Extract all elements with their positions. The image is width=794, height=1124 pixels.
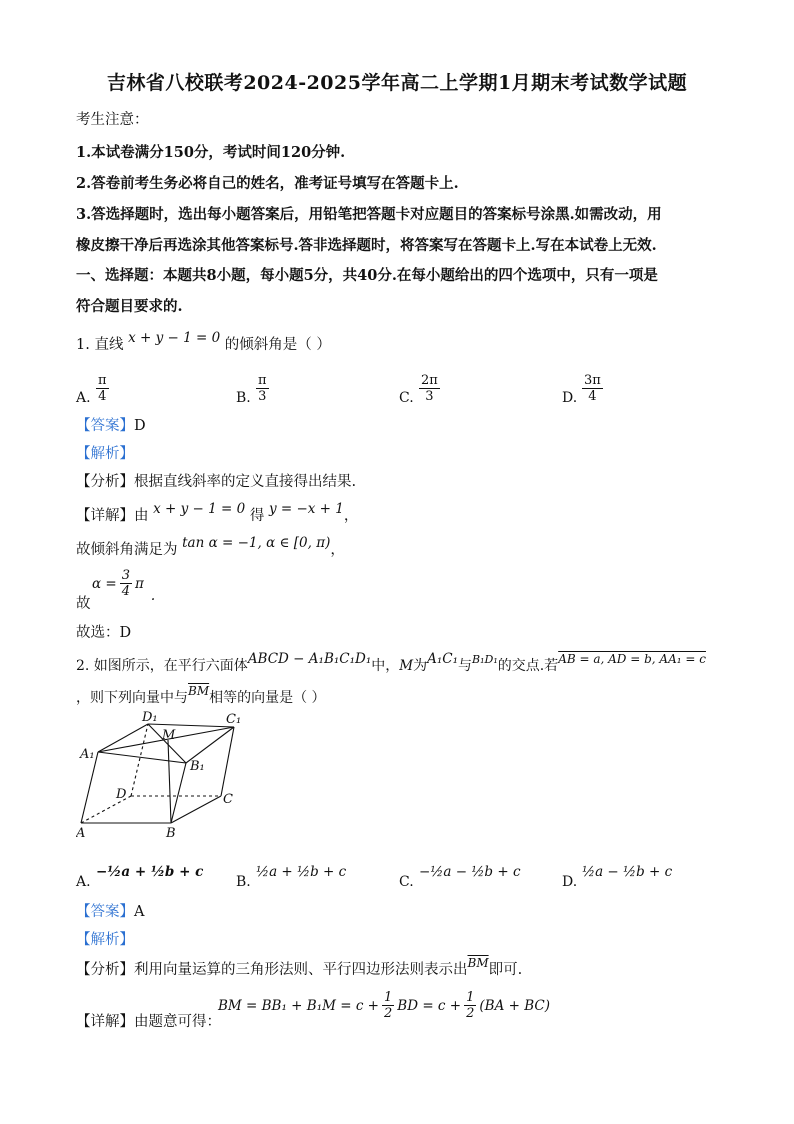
q1-answer [76, 414, 146, 435]
q2-fenxi-tag: 【分析】 [76, 962, 134, 978]
q2-vector-definitions: AB = a, AD = b, AA₁ = c [558, 652, 706, 666]
q1-option-a-fraction [96, 373, 109, 404]
notice-item-2: 2.答卷前考生务必将自己的姓名，准考证号填写在答题卡上. [76, 175, 459, 192]
q2-detail-frac-1: $\frac{1}{2}$ [384, 990, 393, 1021]
q2-option-c-expr: −½a − ½b + c [419, 864, 521, 880]
label-m: M [162, 728, 176, 743]
q1-equation: x + y − 1 = 0 [128, 330, 221, 346]
q2-a1c1: A₁C₁ [427, 651, 458, 667]
q1-option-b-num: π [258, 373, 267, 388]
label-c: C [223, 792, 233, 807]
notice-item-3a: 3.答选择题时，选出每小题答案后，用铅笔把答题卡对应题目的答案标号涂黑.如需改动，用 [76, 206, 662, 223]
q1-option-c[interactable] [399, 362, 549, 406]
edge-a-a1 [81, 752, 98, 823]
q2-stem-line2 [76, 684, 326, 707]
label-a1: A₁ [80, 747, 95, 762]
q2-option-c-label: C. [399, 874, 414, 890]
q2-stem-p7: 相等的向量是（ ） [209, 690, 326, 706]
notice-heading: 考生注意： [76, 112, 149, 128]
q1-option-d-fraction [582, 373, 603, 404]
edge-c-c1 [221, 727, 234, 796]
q1-option-c-den: 3 [425, 389, 434, 404]
edge-d-d1 [131, 724, 148, 796]
section-heading-line1: 一、选择题：本题共8小题，每小题5分，共40分.在每小题给出的四个选项中，只有一项是 [76, 267, 658, 284]
q1-fenxi [76, 470, 356, 491]
q1-conclusion [92, 568, 156, 604]
q1-suffix: 的倾斜角是（ ） [224, 337, 331, 353]
notice-item-3b: 橡皮擦干净后再选涂其他答案标号.答非选择题时，将答案写在答题卡上.写在本试卷上无效. [76, 237, 657, 254]
q1-incline-end: ， [330, 542, 345, 558]
q2-option-b-label: B. [236, 874, 251, 890]
label-a: A [76, 826, 86, 841]
q1-detail-text-a: 由 [134, 508, 149, 524]
q2-fenxi-end: 即可. [488, 962, 523, 978]
q2-detail-text: 由题意可得： [134, 1014, 221, 1030]
q2-detail-frac-2: $\frac{1}{2}$ [466, 990, 475, 1021]
q1-option-c-fraction [419, 373, 440, 404]
q1-answer-tag: 【答案】 [76, 418, 134, 434]
q2-answer [76, 900, 144, 921]
q1-conclusion-num: 3 [121, 568, 131, 583]
q1-conclusion-end: . [150, 587, 156, 604]
q2-stem-p4: 与 [458, 658, 472, 674]
q2-detail-eq-a: BM = BB₁ + B₁M = c + [218, 997, 379, 1014]
q2-option-c[interactable] [399, 852, 549, 890]
q2-fenxi [76, 958, 522, 979]
q2-option-d-label: D. [562, 874, 578, 890]
q1-fenxi-tag: 【分析】 [76, 474, 134, 490]
q1-detail-text-c: ， [343, 508, 359, 524]
q2-bm-vector: $\overline{BM}$ [188, 684, 210, 698]
q2-b1d1: B₁D₁ [472, 653, 498, 666]
q2-fenxi-vector: BM [467, 956, 489, 970]
q2-fenxi-text: 利用向量运算的三角形法则、平行四边形法则表示出 [134, 962, 468, 978]
q1-conclusion-fraction [120, 568, 132, 599]
q2-stem-p6: ，则下列向量中与 [76, 690, 188, 706]
q1-option-a[interactable] [76, 362, 226, 406]
q1-option-b-den: 3 [258, 389, 267, 404]
q2-detail-eq-b: BD = c + [397, 997, 462, 1014]
q2-stem-p3: 为 [413, 658, 428, 674]
q1-answer-value: D [134, 418, 146, 434]
q1-conclusion-pi: π [135, 575, 144, 592]
q1-incline-text: 故倾斜角满足为 [76, 542, 178, 558]
q2-detail-eq-c: (BA + BC) [479, 997, 550, 1014]
q2-detail-tag: 【详解】 [76, 1014, 134, 1030]
section-heading-line2: 符合题目要求的. [76, 298, 183, 315]
q2-stem-p2: 中， [371, 658, 400, 674]
edge-a1-b1 [98, 752, 186, 763]
edge-b-m [168, 740, 171, 823]
q2-option-a-label: A. [76, 874, 91, 890]
label-b1: B₁ [190, 759, 205, 774]
q2-option-a-expr: −½a + ½b + c [96, 864, 204, 880]
q1-option-b[interactable] [236, 362, 386, 406]
q1-choice: 故选：D [76, 625, 132, 641]
label-b: B [166, 826, 176, 841]
label-d1: D₁ [142, 710, 158, 725]
q2-stem-p1: 2. 如图所示，在平行六面体 [76, 658, 248, 674]
q1-option-a-label: A. [76, 390, 91, 406]
q1-option-b-label: B. [236, 390, 251, 406]
q1-option-d[interactable] [562, 362, 712, 406]
q2-option-b-expr: ½a + ½b + c [256, 864, 347, 880]
q1-option-c-num: 2π [421, 373, 438, 388]
q1-detail [76, 501, 359, 525]
label-d: D [116, 787, 127, 802]
q2-detail-label [76, 1010, 221, 1031]
q2-option-d-expr: ½a − ½b + c [582, 864, 673, 880]
q1-fenxi-text: 根据直线斜率的定义直接得出结果. [134, 474, 357, 490]
q1-detail-eq2: y = −x + 1 [268, 501, 344, 517]
q2-option-a[interactable] [76, 852, 226, 890]
q1-option-d-num: 3π [584, 373, 601, 388]
q1-option-d-label: D. [562, 390, 578, 406]
label-c1: C₁ [226, 712, 242, 727]
q2-stem-p5: 的交点.若 [497, 658, 559, 674]
q2-answer-tag: 【答案】 [76, 904, 134, 920]
notice-item-1: 1.本试卷满分150分，考试时间120分钟. [76, 144, 346, 161]
q2-answer-value: A [134, 904, 145, 920]
q1-conclusion-word: 故 [76, 596, 91, 612]
q1-option-a-den: 4 [98, 389, 107, 404]
q1-conclusion-lhs: α = [92, 575, 117, 592]
q1-option-c-label: C. [399, 390, 414, 406]
q2-stem-line1 [76, 651, 706, 675]
q1-detail-tag: 【详解】 [76, 508, 134, 524]
q2-point-m: M [399, 658, 414, 674]
q2-option-d[interactable] [562, 852, 712, 890]
edge-b-b1 [171, 763, 186, 823]
q1-option-b-fraction [256, 373, 269, 404]
q1-incline-eq: tan α = −1, α ∈ [0, π) [182, 535, 331, 551]
page-title: 吉林省八校联考2024-2025学年高二上学期1月期末考试数学试题 [106, 72, 688, 94]
edge-d1-c1 [148, 724, 234, 727]
q2-detail-equation [218, 990, 550, 1021]
edge-b1-c1 [186, 727, 234, 763]
q2-option-b[interactable] [236, 852, 386, 890]
parallelepiped-figure [76, 710, 256, 842]
q1-detail-eq1: x + y − 1 = 0 [153, 501, 246, 517]
q1-conclusion-den: 4 [121, 584, 131, 599]
q1-incline [76, 535, 345, 559]
q1-analysis-tag: 【解析】 [76, 446, 134, 462]
edge-b-c [171, 796, 221, 823]
q1-option-a-num: π [98, 373, 107, 388]
q1-detail-text-b: 得 [249, 508, 265, 524]
q1-option-d-den: 4 [588, 389, 597, 404]
q1-prefix: 1. 直线 [76, 337, 124, 353]
q2-analysis-tag: 【解析】 [76, 932, 134, 948]
q2-solid: ABCD − A₁B₁C₁D₁ [247, 651, 372, 667]
q1-stem [76, 330, 331, 354]
